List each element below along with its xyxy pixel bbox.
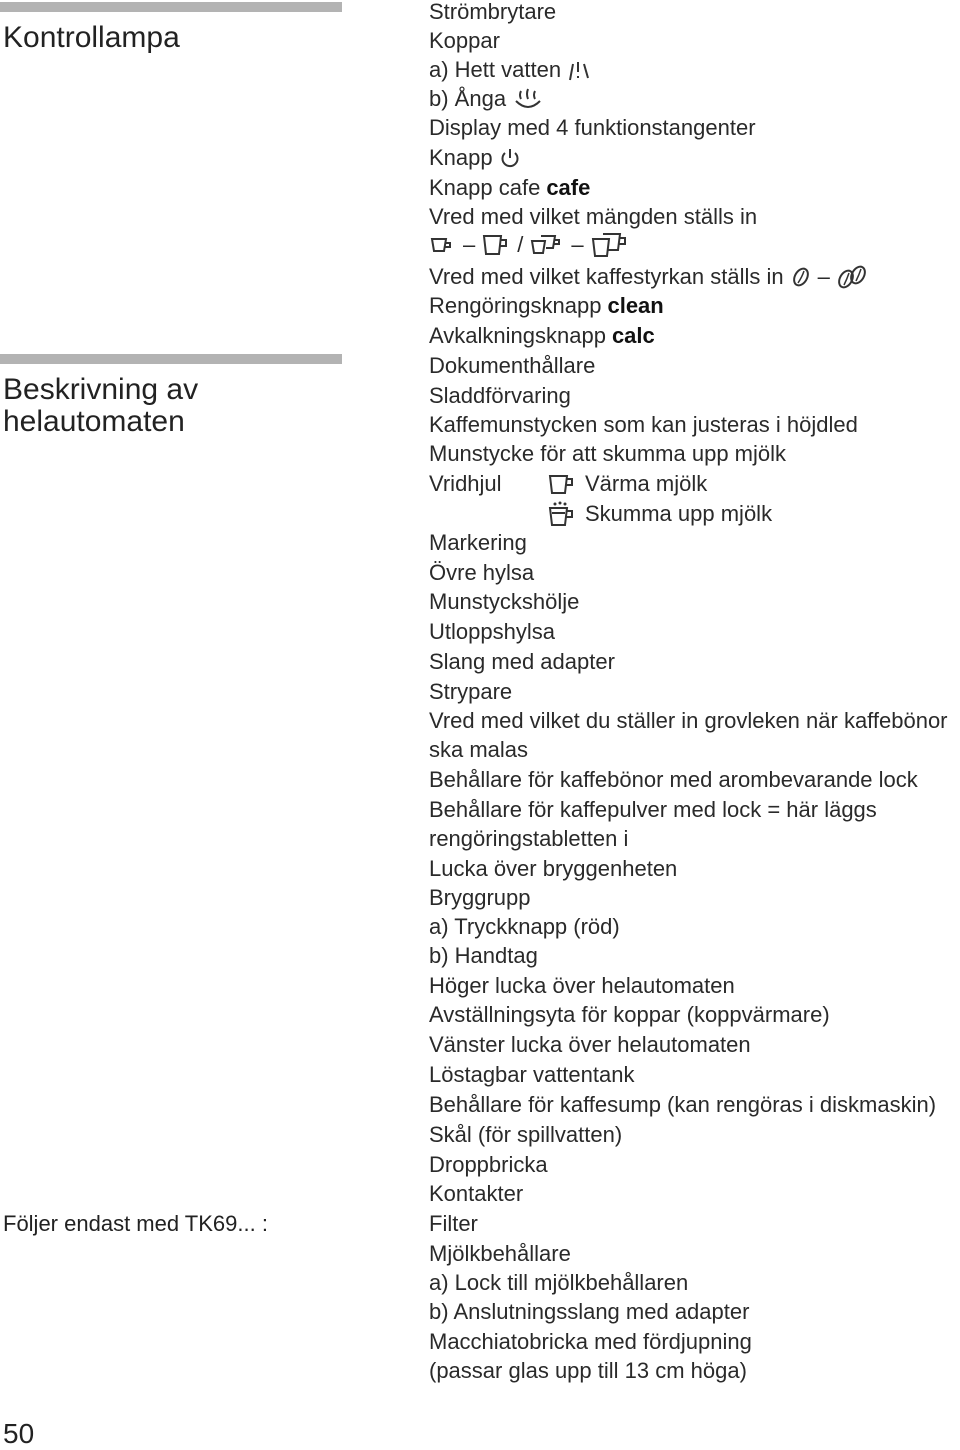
cafe-key-label: cafe	[546, 175, 591, 200]
two-small-cups-icon	[529, 233, 565, 257]
item-text: b) Handtag	[429, 943, 538, 968]
item-text: Lucka över bryggenheten	[429, 856, 678, 881]
section-rule-top	[0, 2, 342, 12]
power-icon	[499, 147, 521, 169]
separator: –	[571, 232, 584, 257]
separator: –	[817, 264, 830, 289]
item-text: Kaffemunstycken som kan justeras i höjdled	[429, 412, 858, 437]
small-cup-icon	[429, 235, 457, 255]
item-text: Vred med vilket du ställer in grovleken när kaffebönor	[429, 708, 948, 733]
side-note-tk69: Följer endast med TK69... :	[3, 1211, 268, 1236]
item-text: Avställningsyta för koppar (koppvärmare)	[429, 1002, 830, 1027]
multiple-beans-icon	[836, 264, 870, 290]
item-text: Behållare för kaffesump (kan rengöras i diskmaskin)	[429, 1092, 937, 1117]
item-text: (passar glas upp till 13 cm höga)	[429, 1358, 747, 1383]
item-text: Höger lucka över helautomaten	[429, 973, 735, 998]
item-text: a) Hett vatten	[429, 57, 562, 82]
item-text: Löstagbar vattentank	[429, 1062, 635, 1087]
item-text: Behållare för kaffebönor med arombevarande lock	[429, 767, 918, 792]
item-text: Droppbricka	[429, 1152, 548, 1177]
item-text: Filter	[429, 1211, 478, 1236]
steam-icon	[512, 87, 544, 111]
option-text: Värma mjölk	[585, 471, 708, 496]
item-text: Skål (för spillvatten)	[429, 1122, 623, 1147]
item-text: Vred med vilket mängden ställs in	[429, 204, 758, 229]
separator: –	[463, 232, 476, 257]
page-number: 50	[3, 1418, 35, 1449]
item-text: Markering	[429, 530, 527, 555]
item-text: Munstyckshölje	[429, 589, 580, 614]
item-text: Slang med adapter	[429, 649, 615, 674]
item-text: ska malas	[429, 737, 529, 762]
section-heading-kontrollampa: Kontrollampa	[3, 21, 180, 54]
item-text: Vred med vilket kaffestyrkan ställs in	[429, 264, 784, 289]
item-text: Strypare	[429, 679, 513, 704]
item-text: Macchiatobricka med fördjupning	[429, 1329, 752, 1354]
item-text: Utloppshylsa	[429, 619, 555, 644]
section-rule-middle	[0, 354, 342, 364]
item-text: Vridhjul	[429, 471, 502, 496]
item-text: Knapp	[429, 145, 493, 170]
hot-water-icon	[567, 58, 599, 82]
item-text: Kontakter	[429, 1181, 524, 1206]
item-text: rengöringstabletten i	[429, 826, 629, 851]
item-text: Vänster lucka över helautomaten	[429, 1032, 751, 1057]
item-text: Munstycke för att skumma upp mjölk	[429, 441, 787, 466]
item-text: b) Anslutningsslang med adapter	[429, 1299, 750, 1324]
item-text: Behållare för kaffepulver med lock = här läggs	[429, 797, 877, 822]
item-text: Knapp cafe	[429, 175, 541, 200]
item-text: Övre hylsa	[429, 560, 535, 585]
item-text: Sladdförvaring	[429, 383, 571, 408]
section-heading-beskrivning: Beskrivning av helautomaten	[3, 373, 199, 438]
item-text: Bryggrupp	[429, 885, 531, 910]
large-cup-icon	[481, 233, 511, 257]
calc-key-label: calc	[611, 323, 655, 348]
clean-key-label: clean	[607, 293, 664, 318]
separator: /	[517, 232, 524, 257]
item-text: Strömbrytare	[429, 0, 557, 24]
item-text: Dokumenthållare	[429, 353, 596, 378]
item-text: b) Ånga	[429, 86, 507, 111]
item-text: Avkalkningsknapp	[429, 323, 606, 348]
item-text: a) Tryckknapp (röd)	[429, 914, 620, 939]
item-text: Rengöringsknapp	[429, 293, 602, 318]
two-large-cups-icon	[590, 232, 630, 258]
item-text: a) Lock till mjölkbehållaren	[429, 1270, 689, 1295]
warm-milk-cup-icon	[547, 473, 577, 495]
item-text: Koppar	[429, 28, 500, 53]
froth-milk-cup-icon	[547, 501, 577, 527]
item-text: Mjölkbehållare	[429, 1241, 571, 1266]
single-bean-icon	[790, 265, 812, 289]
option-text: Skumma upp mjölk	[585, 501, 773, 526]
item-text: Display med 4 funktionstangenter	[429, 115, 756, 140]
